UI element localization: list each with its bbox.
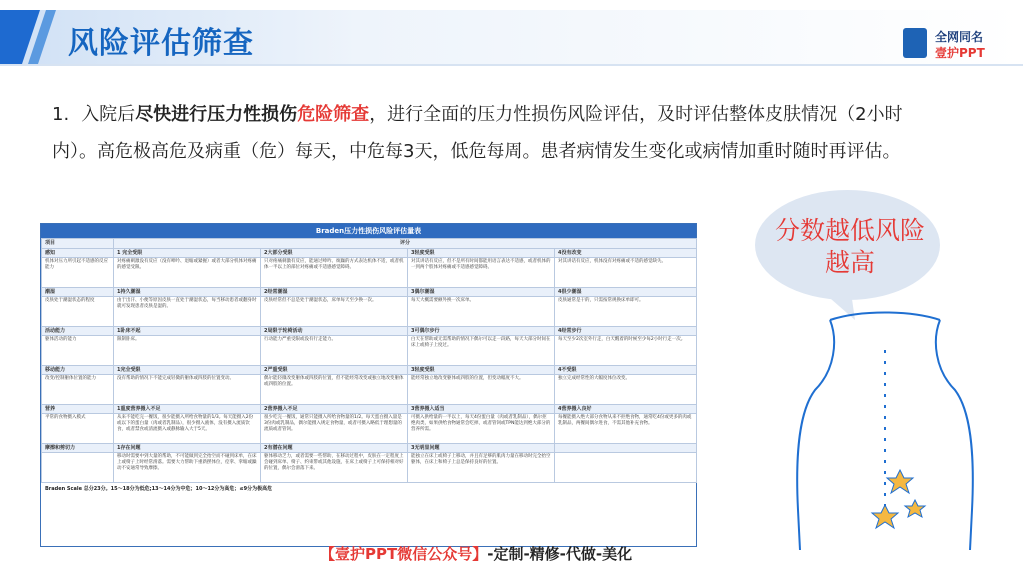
braden-grid: [41, 238, 697, 483]
content-row: [42, 414, 697, 444]
content-row: [42, 336, 697, 366]
level-label: 1持久潮湿: [114, 288, 261, 297]
logo-text-line1: 全网同名: [935, 30, 984, 44]
category-row: [42, 249, 697, 258]
header-item: 项目: [42, 239, 114, 249]
level-label: 3可偶尔步行: [408, 327, 555, 336]
level-label: 2有潜在问题: [261, 444, 408, 453]
category-row: [42, 444, 697, 453]
criteria-cell: 白天在帮助或无需帮助的情况下偶尔可以走一段路，每天大部分时间在床上或椅子上度过。: [408, 336, 555, 366]
level-label: 4营养摄入良好: [555, 405, 697, 414]
level-label: 1卧床不起: [114, 327, 261, 336]
level-label: 3偶尔潮湿: [408, 288, 555, 297]
level-label: 4很少潮湿: [555, 288, 697, 297]
criteria-cell: 很少吃完一餐饭，通常只能摄入所给食物量的1/2。每天蛋白摄入量是3份肉或乳制品，偶尔能摄入规定食物量，或者可摄入略低于理想量的流质或者管饲。: [261, 414, 408, 444]
level-label: 2局限于轮椅活动: [261, 327, 408, 336]
back-illustration-icon: [790, 310, 980, 550]
criteria-cell: 皮肤经常但不总是处于潮湿状态，床单每天至少换一次。: [261, 297, 408, 327]
criteria-cell: 只对疼痛刺激有反应，能通过呻吟、烦躁的方式表达机体不适，或者机体一半以上的部位对疼痛或不适感感觉障碍。: [261, 258, 408, 288]
criteria-cell: 对其讲话有反应，机体没有对疼痛或不适的感觉缺失。: [555, 258, 697, 288]
category-desc: 改变/控制躯体位置的能力: [42, 375, 114, 405]
content-row: [42, 453, 697, 483]
level-label: 2经常潮湿: [261, 288, 408, 297]
logo-text-line2: 壹护PPT: [935, 46, 985, 60]
level-label: 4经常步行: [555, 327, 697, 336]
category-row: [42, 366, 697, 375]
para-text-bold: 尽快进行压力性损伤: [135, 104, 298, 125]
level-label: 1存在问题: [114, 444, 261, 453]
level-label: 4不受限: [555, 366, 697, 375]
para-text-1: 入院后: [81, 104, 136, 125]
category-label: 营养: [42, 405, 114, 414]
category-desc: 机体对压力所引起不适感的反应能力: [42, 258, 114, 288]
criteria-cell: 对其讲话有反应，但不是所有时间都能用语言表达不适感，或者机体的一到两个肢体对疼痛或不适感感觉障碍。: [408, 258, 555, 288]
criteria-cell: 每天大概需要额外换一次床单。: [408, 297, 555, 327]
criteria-cell: 独立完成经常性的大幅度体位改变。: [555, 375, 697, 405]
main-paragraph: [52, 96, 932, 170]
criteria-cell: 能独立在床上或椅子上移动，并且有足够的肌肉力量在移动时完全抬空躯体，在床上和椅子上总是保持良好的位置。: [408, 453, 555, 483]
bottom-banner: [320, 543, 632, 564]
level-label: 1完全受限: [114, 366, 261, 375]
level-label: 4没有改变: [555, 249, 697, 258]
criteria-cell: 限制卧床。: [114, 336, 261, 366]
list-number: 1.: [52, 104, 70, 125]
criteria-cell: 没有帮助的情况下不能完成轻微的躯体或四肢的位置变动。: [114, 375, 261, 405]
criteria-cell: 可摄入供给量的一半以上，每天4份蛋白量（肉或者乳制品），偶尔拒绝肉类，如果供给食物通常会吃掉，或者管饲或TPN能达到绝大部分的营养所需。: [408, 414, 555, 444]
level-label: 2营养摄入不足: [261, 405, 408, 414]
criteria-cell: 躯体移动乏力，或者需要一些帮助，在移动过程中，皮肤在一定程度上会碰到床单、椅子、约束带或其他设施，在床上或椅子上可保持相对好的位置，偶尔会滑落下来。: [261, 453, 408, 483]
content-row: [42, 375, 697, 405]
level-label: 2严重受限: [261, 366, 408, 375]
table-footer-note: Braden Scale 总分23分。15～18分为低危;13～14分为中危；10～12分为高危；≤9分为极高危: [45, 486, 273, 492]
para-text-rest: ，进行全面的压力性损伤风险评估，及时评估整体皮肤情况（2小时内）。高危极高危及病重（危）每天，中危每3天，低危每周。患者病情发生变化或病情加重时随时再评估。: [52, 104, 903, 162]
category-desc: [42, 453, 114, 483]
para-text-red: 危险筛查: [297, 104, 370, 125]
category-label: 活动能力: [42, 327, 114, 336]
level-label: 3轻度受限: [408, 249, 555, 258]
criteria-cell: [555, 453, 697, 483]
table-header-row: [42, 239, 697, 249]
level-label: 1 完全受限: [114, 249, 261, 258]
category-desc: 躯体活动的能力: [42, 336, 114, 366]
content-row: [42, 258, 697, 288]
bubble-text: 分数越低风险越高: [774, 216, 925, 277]
criteria-cell: 从来不能吃完一餐饭，很少能摄入所给食物量的1/3。每天能摄入2份或以下的蛋白量（肉或者乳制品），很少摄入液体，没有摄入流质饮食，或者禁食或清流摄入或静脉输入大于5天。: [114, 414, 261, 444]
criteria-cell: 行动能力严重受限或没有行走能力。: [261, 336, 408, 366]
header-score: 评分: [114, 239, 697, 249]
level-label: 3轻度受限: [408, 366, 555, 375]
criteria-cell: 能经常独立地改变躯体或四肢的位置，但变动幅度不大。: [408, 375, 555, 405]
category-row: [42, 405, 697, 414]
criteria-cell: 每餐能摄入绝大部分食物从来不拒绝食物，通常吃4份或更多的肉或乳制品，两餐间偶尔进食，不需其他补充食物。: [555, 414, 697, 444]
category-row: [42, 288, 697, 297]
criteria-cell: 每天至少2次室外行走，白天醒着的时候至少每2小时行走一次。: [555, 336, 697, 366]
content-row: [42, 297, 697, 327]
braden-table: [40, 223, 697, 547]
banner-red: 【壹护PPT微信公众号】: [320, 545, 488, 563]
category-label: 潮湿: [42, 288, 114, 297]
page-title: 风险评估筛查: [68, 26, 254, 61]
category-desc: 皮肤处于潮湿状态的程度: [42, 297, 114, 327]
criteria-cell: 皮肤通常是干的，只需按常规换床单即可。: [555, 297, 697, 327]
level-label: 3无明显问题: [408, 444, 555, 453]
category-label: 感知: [42, 249, 114, 258]
banner-dark: -定制-精修-代做-美化: [487, 545, 633, 563]
level-label: 2大部分受限: [261, 249, 408, 258]
criteria-cell: 偶尔能轻微改变躯体或四肢的位置，但不能经常改变或独立地改变躯体或四肢的位置。: [261, 375, 408, 405]
level-label: [555, 444, 697, 453]
category-label: 移动能力: [42, 366, 114, 375]
brand-logo-icon: [903, 28, 927, 58]
level-label: 1重度营养摄入不足: [114, 405, 261, 414]
category-desc: 平常的食物摄入模式: [42, 414, 114, 444]
category-row: [42, 327, 697, 336]
table-title: Braden压力性损伤风险评估量表: [41, 224, 696, 238]
category-label: 摩擦和剪切力: [42, 444, 114, 453]
level-label: 3营养摄入适当: [408, 405, 555, 414]
criteria-cell: 对疼痛刺激没有反应（没有呻吟、退缩或紧握）或者大部分机体对疼痛的感觉受限。: [114, 258, 261, 288]
title-bar: [0, 6, 1023, 68]
criteria-cell: 移动时需要中到大量的帮助，不可能做到完全抬空而不碰到床单，在床上或椅子上时经常滑落。需要大力帮助下重新摆体位，痉挛、挛缩或躁动不安通常导致摩擦。: [114, 453, 261, 483]
criteria-cell: 由于出汗、小便等原因皮肤一直处于潮湿状态，每当移动患者或翻身时就可发现患者皮肤是湿的。: [114, 297, 261, 327]
